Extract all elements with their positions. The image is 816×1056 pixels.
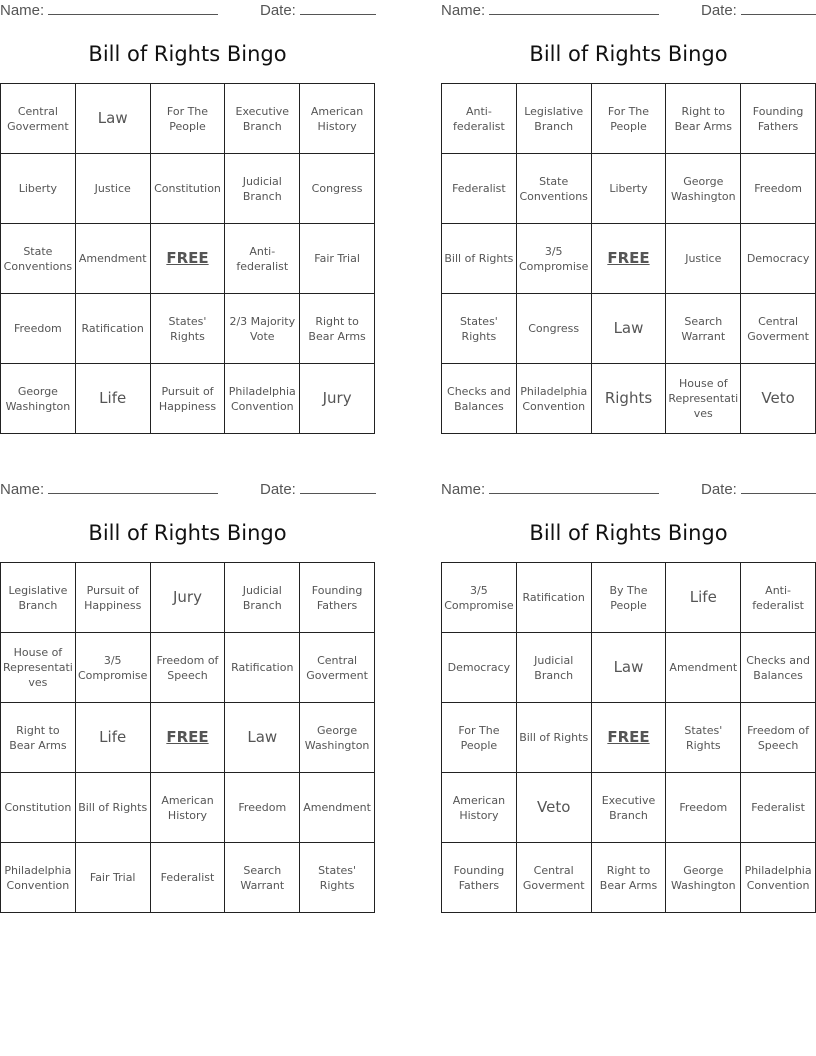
bingo-cell: Law xyxy=(592,633,667,703)
bingo-cell: 3/5 Compromise xyxy=(76,633,151,703)
bingo-cell: Founding Fathers xyxy=(300,563,375,633)
bingo-cell: Freedom xyxy=(666,773,741,843)
bingo-cell: Ratification xyxy=(76,294,151,364)
bingo-cell: Checks and Balances xyxy=(442,364,517,434)
bingo-cell: By The People xyxy=(592,563,667,633)
card-title: Bill of Rights Bingo xyxy=(88,42,287,66)
bingo-cell: Liberty xyxy=(592,154,667,224)
bingo-cell: Bill of Rights xyxy=(517,703,592,773)
bingo-cell: Founding Fathers xyxy=(741,84,816,154)
bingo-cell: Checks and Balances xyxy=(741,633,816,703)
bingo-cell: Veto xyxy=(517,773,592,843)
bingo-cell: For The People xyxy=(442,703,517,773)
name-blank xyxy=(489,481,659,494)
bingo-grid xyxy=(441,83,816,434)
bingo-cell: States' Rights xyxy=(151,294,226,364)
bingo-cell: State Conventions xyxy=(1,224,76,294)
bingo-cell: Right to Bear Arms xyxy=(592,843,667,913)
bingo-cell: Freedom xyxy=(225,773,300,843)
name-label: Name: xyxy=(441,2,486,19)
bingo-card-4 xyxy=(441,479,816,913)
bingo-card-3 xyxy=(0,479,375,913)
bingo-cell: Fair Trial xyxy=(300,224,375,294)
card-title: Bill of Rights Bingo xyxy=(88,521,287,545)
bingo-cell: Freedom of Speech xyxy=(741,703,816,773)
date-label: Date: xyxy=(260,481,296,498)
card-title: Bill of Rights Bingo xyxy=(529,42,728,66)
date-label: Date: xyxy=(260,2,296,19)
bingo-cell: Central Goverment xyxy=(517,843,592,913)
bingo-cell: House of Representatives xyxy=(666,364,741,434)
bingo-cell: Amendment xyxy=(76,224,151,294)
bingo-cell: Federalist xyxy=(741,773,816,843)
bingo-cell: Fair Trial xyxy=(76,843,151,913)
name-blank xyxy=(489,2,659,15)
bingo-cell: Search Warrant xyxy=(666,294,741,364)
bingo-cell: For The People xyxy=(151,84,226,154)
bingo-cell: American History xyxy=(151,773,226,843)
bingo-cell: Freedom xyxy=(741,154,816,224)
bingo-cell: State Conventions xyxy=(517,154,592,224)
bingo-cell: Search Warrant xyxy=(225,843,300,913)
bingo-cell: Central Goverment xyxy=(300,633,375,703)
bingo-cell: 3/5 Compromise xyxy=(517,224,592,294)
bingo-cell: Rights xyxy=(592,364,667,434)
bingo-cell: 3/5 Compromise xyxy=(442,563,517,633)
date-line xyxy=(260,2,376,19)
name-blank xyxy=(48,2,218,15)
bingo-cell: Central Goverment xyxy=(1,84,76,154)
bingo-cell: Philadelphia Convention xyxy=(517,364,592,434)
bingo-cell: Amendment xyxy=(666,633,741,703)
bingo-cell: Justice xyxy=(76,154,151,224)
bingo-cell: Law xyxy=(225,703,300,773)
bingo-grid xyxy=(0,562,375,913)
bingo-cell: Right to Bear Arms xyxy=(300,294,375,364)
bingo-cell: Liberty xyxy=(1,154,76,224)
bingo-cell: Bill of Rights xyxy=(442,224,517,294)
date-line xyxy=(701,481,816,498)
date-blank xyxy=(741,2,816,15)
date-line xyxy=(701,2,816,19)
bingo-cell: Pursuit of Happiness xyxy=(76,563,151,633)
name-label: Name: xyxy=(0,2,45,19)
bingo-cell: Founding Fathers xyxy=(442,843,517,913)
bingo-card-2 xyxy=(441,0,816,434)
bingo-cell: American History xyxy=(300,84,375,154)
bingo-cell: George Washington xyxy=(666,154,741,224)
name-blank xyxy=(48,481,218,494)
bingo-cell: Central Goverment xyxy=(741,294,816,364)
date-blank xyxy=(300,2,376,15)
name-line xyxy=(441,481,659,498)
bingo-cell: Jury xyxy=(300,364,375,434)
bingo-cell: States' Rights xyxy=(300,843,375,913)
bingo-cell: Democracy xyxy=(741,224,816,294)
date-line xyxy=(260,481,376,498)
bingo-cell: Legislative Branch xyxy=(517,84,592,154)
bingo-cell: Federalist xyxy=(151,843,226,913)
card-title: Bill of Rights Bingo xyxy=(529,521,728,545)
bingo-cell: Life xyxy=(666,563,741,633)
bingo-cell: For The People xyxy=(592,84,667,154)
bingo-cell: Right to Bear Arms xyxy=(666,84,741,154)
date-blank xyxy=(300,481,376,494)
date-label: Date: xyxy=(701,481,737,498)
bingo-cell: Executive Branch xyxy=(225,84,300,154)
bingo-cell: Anti-federalist xyxy=(741,563,816,633)
free-space: FREE xyxy=(151,703,226,773)
bingo-cell: Executive Branch xyxy=(592,773,667,843)
bingo-cell: Freedom of Speech xyxy=(151,633,226,703)
bingo-cell: George Washington xyxy=(300,703,375,773)
bingo-cell: Constitution xyxy=(151,154,226,224)
bingo-cell: George Washington xyxy=(666,843,741,913)
free-space: FREE xyxy=(151,224,226,294)
bingo-cell: Judicial Branch xyxy=(517,633,592,703)
bingo-cell: House of Representatives xyxy=(1,633,76,703)
bingo-cell: Philadelphia Convention xyxy=(225,364,300,434)
bingo-cell: Veto xyxy=(741,364,816,434)
bingo-cell: American History xyxy=(442,773,517,843)
name-label: Name: xyxy=(441,481,486,498)
bingo-cell: Law xyxy=(592,294,667,364)
bingo-cell: Life xyxy=(76,703,151,773)
free-space: FREE xyxy=(592,224,667,294)
bingo-cell: Judicial Branch xyxy=(225,563,300,633)
bingo-grid xyxy=(441,562,816,913)
bingo-cell: Philadelphia Convention xyxy=(741,843,816,913)
name-line xyxy=(0,2,218,19)
bingo-cell: Federalist xyxy=(442,154,517,224)
bingo-cell: Constitution xyxy=(1,773,76,843)
bingo-cell: Law xyxy=(76,84,151,154)
bingo-cell: Legislative Branch xyxy=(1,563,76,633)
bingo-cell: Anti-federalist xyxy=(442,84,517,154)
bingo-cell: Right to Bear Arms xyxy=(1,703,76,773)
bingo-cell: States' Rights xyxy=(442,294,517,364)
bingo-cell: Ratification xyxy=(517,563,592,633)
bingo-cell: Jury xyxy=(151,563,226,633)
bingo-cell: George Washington xyxy=(1,364,76,434)
date-blank xyxy=(741,481,816,494)
bingo-cell: Bill of Rights xyxy=(76,773,151,843)
bingo-cell: Ratification xyxy=(225,633,300,703)
bingo-card-1 xyxy=(0,0,375,434)
name-line xyxy=(0,481,218,498)
bingo-cell: Anti-federalist xyxy=(225,224,300,294)
free-space: FREE xyxy=(592,703,667,773)
bingo-cell: States' Rights xyxy=(666,703,741,773)
bingo-cell: 2/3 Majority Vote xyxy=(225,294,300,364)
bingo-cell: Life xyxy=(76,364,151,434)
name-label: Name: xyxy=(0,481,45,498)
bingo-grid xyxy=(0,83,375,434)
bingo-cell: Judicial Branch xyxy=(225,154,300,224)
bingo-cell: Congress xyxy=(300,154,375,224)
bingo-cell: Democracy xyxy=(442,633,517,703)
bingo-cell: Pursuit of Happiness xyxy=(151,364,226,434)
bingo-cell: Justice xyxy=(666,224,741,294)
date-label: Date: xyxy=(701,2,737,19)
bingo-cell: Congress xyxy=(517,294,592,364)
name-line xyxy=(441,2,659,19)
bingo-cell: Philadelphia Convention xyxy=(1,843,76,913)
bingo-cell: Freedom xyxy=(1,294,76,364)
bingo-cell: Amendment xyxy=(300,773,375,843)
